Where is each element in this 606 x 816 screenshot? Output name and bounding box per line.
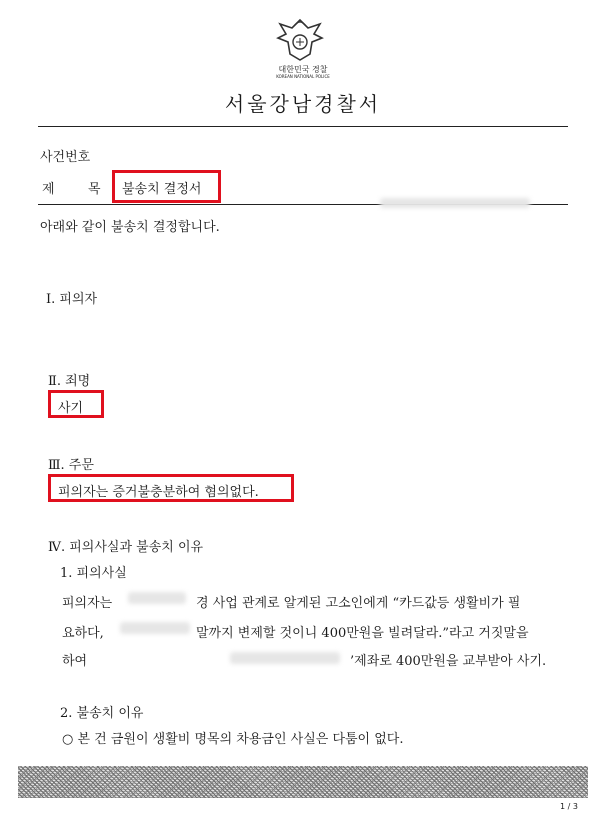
- section-4-title: Ⅳ. 피의사실과 불송치 이유: [48, 540, 204, 555]
- header-divider: [38, 126, 568, 127]
- police-emblem-icon: [270, 16, 330, 62]
- redacted-area: [380, 198, 530, 208]
- redacted-date-2: [120, 622, 190, 634]
- facts-line-2b: 말까지 변제할 것이니 400만원을 빌려달라.”라고 거짓말을: [196, 626, 529, 641]
- facts-line-3b: ’제좌로 400만원을 교부받아 사기.: [350, 654, 547, 669]
- charge-value: 사기: [58, 401, 84, 416]
- sub-1-title: 1. 피의사실: [60, 566, 127, 581]
- page-number: 1 / 3: [560, 802, 578, 811]
- case-no-label: 사건번호: [40, 150, 91, 165]
- section-2-title: Ⅱ. 죄명: [48, 374, 91, 389]
- facts-line-1a: 피의자는: [62, 596, 113, 611]
- section-1-title: Ⅰ. 피의자: [46, 292, 98, 307]
- redacted-account: [230, 652, 340, 664]
- intro-text: 아래와 같이 불송치 결정합니다.: [40, 220, 220, 235]
- subject-label-2: 목: [88, 182, 101, 197]
- subject-label-1: 제: [42, 182, 55, 197]
- redacted-date-1: [128, 592, 186, 604]
- facts-line-2a: 요하다,: [62, 626, 104, 641]
- logo-text: 대한민국 경찰: [278, 65, 328, 74]
- logo-subtext: KOREAN NATIONAL POLICE: [276, 74, 330, 79]
- org-name: 서울강남경찰서: [224, 92, 382, 116]
- redacted-bottom: [18, 766, 588, 798]
- section-3-title: Ⅲ. 주문: [48, 458, 94, 473]
- facts-line-3a: 하여: [62, 654, 88, 669]
- order-value: 피의자는 증거불충분하여 혐의없다.: [58, 485, 259, 500]
- facts-line-1b: 경 사업 관계로 알게된 고소인에게 “카드값등 생활비가 필: [196, 596, 521, 611]
- subject-value: 불송치 결정서: [122, 182, 202, 197]
- sub-2-title: 2. 불송치 이유: [60, 706, 144, 721]
- reason-line-1: ○ 본 건 금원이 생활비 명목의 차용금인 사실은 다툼이 없다.: [62, 732, 404, 747]
